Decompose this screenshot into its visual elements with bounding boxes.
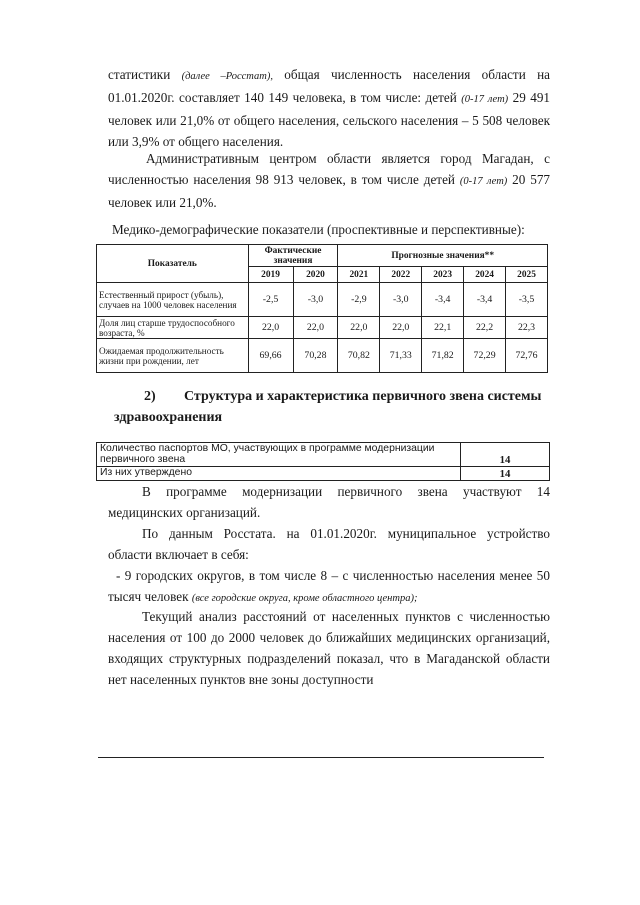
table-cell: -3,0 <box>293 283 338 317</box>
year-header: 2021 <box>338 267 380 283</box>
table-cell: 69,66 <box>248 339 293 373</box>
header-actual: Фактические значения <box>248 245 338 267</box>
table-cell: 71,33 <box>380 339 422 373</box>
table-cell: 72,76 <box>506 339 548 373</box>
text-run-italic: (далее –Росстат), <box>181 71 273 82</box>
table-cell: -3,4 <box>422 283 464 317</box>
text-run: Административным центром области является город Магадан, с численностью населения 98 913 человек, в том числе детей <box>108 151 550 187</box>
header-forecast: Прогнозные значения** <box>338 245 548 267</box>
table-cell: 22,0 <box>293 317 338 339</box>
text-run: 20 577 человек или 21,0%. <box>108 172 551 210</box>
table-row <box>97 467 550 481</box>
paragraph-admin-center <box>108 148 550 213</box>
footer-divider <box>98 757 544 758</box>
section-title: Структура и характеристика первичного звена системы здравоохранения <box>114 389 542 425</box>
table-cell: 22,0 <box>248 317 293 339</box>
table-cell: 14 <box>461 467 550 481</box>
table-cell: 14 <box>461 443 550 467</box>
paragraph-municipal: По данным Росстата. на 01.01.2020г. муниципальное устройство области включает в себя: <box>108 526 550 562</box>
paragraph-distance-analysis: Текущий анализ расстояний от населенных пунктов с численностью населения от 100 до 2000 человек до ближайших медицинских организаций, входящих структурных подразделений показал, что в Магаданской области нет населенных пунктов вне зоны доступности <box>108 609 550 687</box>
year-header: 2025 <box>506 267 548 283</box>
row-label: Ожидаемая продолжительность жизни при рождении, лет <box>97 339 249 373</box>
table-caption: Медико-демографические показатели (проспективные и перспективные): <box>112 222 525 237</box>
table-row <box>97 443 550 467</box>
text-run-italic: (0-17 лет) <box>459 176 508 187</box>
year-header: 2020 <box>293 267 338 283</box>
row-label: Из них утверждено <box>97 467 461 481</box>
text-run-italic: (0-17 лет) <box>461 94 509 105</box>
table-cell: 72,29 <box>464 339 506 373</box>
table-cell: 71,82 <box>422 339 464 373</box>
table-cell: 70,82 <box>338 339 380 373</box>
table-row <box>97 339 548 373</box>
table-cell: -3,5 <box>506 283 548 317</box>
year-header: 2019 <box>248 267 293 283</box>
table-cell: -2,5 <box>248 283 293 317</box>
table-cell: -3,4 <box>464 283 506 317</box>
table-cell: 22,0 <box>380 317 422 339</box>
section-number: 2) <box>144 389 156 404</box>
paragraph-population <box>108 64 550 152</box>
demographic-table <box>96 244 548 373</box>
modernization-table <box>96 442 550 481</box>
text-run-italic: (все городские округа, кроме областного центра); <box>191 593 418 604</box>
year-header: 2023 <box>422 267 464 283</box>
table-cell: -2,9 <box>338 283 380 317</box>
text-run: - 9 городских округов, в том числе 8 – с численностью населения менее 50 тысяч человек <box>108 568 550 604</box>
row-label: Количество паспортов МО, участвующих в программе модернизации первичного звена <box>97 443 461 467</box>
paragraph-districts <box>108 565 550 609</box>
row-label: Доля лиц старше трудоспособного возраста, % <box>97 317 249 339</box>
table-row <box>97 283 548 317</box>
year-header: 2022 <box>380 267 422 283</box>
header-indicator: Показатель <box>97 245 249 283</box>
row-label: Естественный прирост (убыль), случаев на 1000 человек населения <box>97 283 249 317</box>
text-run: статистики <box>108 67 182 82</box>
table-cell: 22,1 <box>422 317 464 339</box>
year-header: 2024 <box>464 267 506 283</box>
table-cell: 70,28 <box>293 339 338 373</box>
section-heading <box>114 386 554 428</box>
table-cell: 22,0 <box>338 317 380 339</box>
table-cell: 22,3 <box>506 317 548 339</box>
text-run: 29 491 человек или 21,0% от общего населения, сельского населения – 5 508 человек или 3,9% от общего населения. <box>108 90 551 149</box>
table-cell: 22,2 <box>464 317 506 339</box>
table-cell: -3,0 <box>380 283 422 317</box>
text-run: общая численность населения области на 01.01.2020г. составляет 140 149 человека, в том числе: детей <box>108 67 550 105</box>
table-row <box>97 317 548 339</box>
paragraph-modernization: В программе модернизации первичного звена участвуют 14 медицинских организаций. <box>108 484 550 520</box>
